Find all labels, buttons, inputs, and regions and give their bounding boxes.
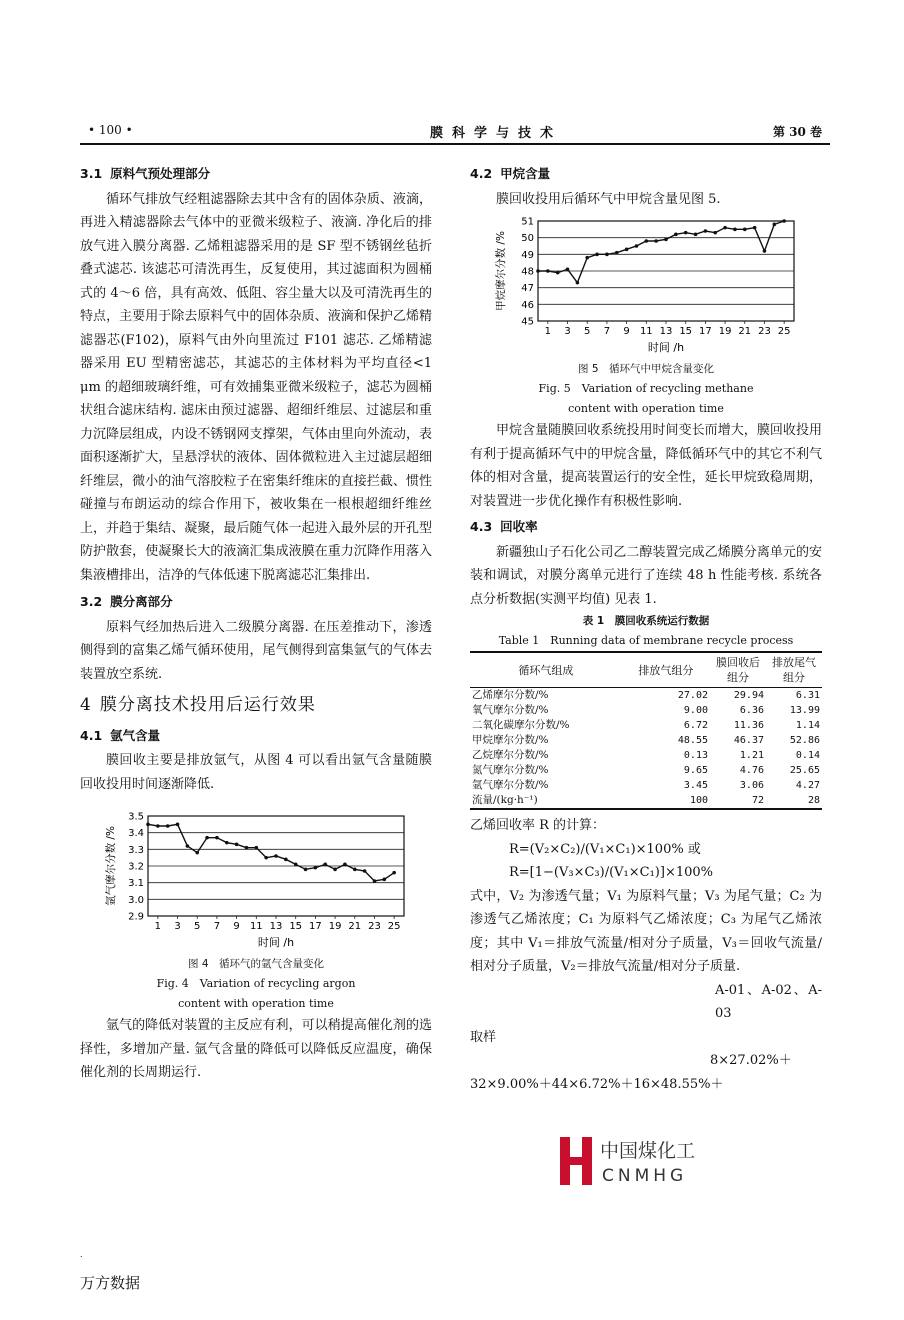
data-point — [713, 231, 717, 235]
page-number: • 100 • — [88, 123, 133, 137]
data-point — [654, 239, 658, 243]
y-tick-label: 3.0 — [128, 894, 144, 906]
table-cell: 46.37 — [733, 735, 764, 746]
table-row-label: 乙烯摩尔分数/% — [472, 689, 549, 701]
data-point — [664, 238, 668, 242]
data-table — [470, 651, 822, 810]
table-cell: 4.27 — [795, 780, 820, 791]
paragraph-fragment: A-01、A-02、A-03 — [715, 982, 822, 1021]
table-row — [470, 688, 822, 704]
paragraph: 乙烯回收率 R 的计算： — [470, 818, 606, 833]
data-point — [225, 841, 229, 845]
data-point — [782, 219, 786, 223]
x-tick-label: 17 — [699, 326, 712, 337]
journal-title: 膜科学与技术 — [430, 126, 563, 141]
y-tick-label: 50 — [521, 233, 534, 245]
x-tick-label: 9 — [623, 326, 630, 337]
x-tick-label: 13 — [269, 921, 283, 932]
data-point — [294, 863, 298, 867]
table-cell: 9.00 — [683, 705, 708, 716]
x-tick-label: 21 — [738, 326, 752, 337]
data-point — [576, 281, 580, 285]
paragraph-fragment: 8×27.02%＋ — [710, 1053, 792, 1068]
data-point — [284, 858, 288, 862]
data-point — [605, 253, 609, 257]
table-row — [470, 703, 822, 718]
paragraph: 氩气的降低对装置的主反应有利，可以稍提高催化剂的选择性，多增加产量. 氩气含量的降低可以降低反应温度，确保催化剂的长周期运行. — [80, 1018, 432, 1080]
x-tick-label: 23 — [758, 326, 771, 337]
x-tick-label: 9 — [233, 921, 240, 932]
paragraph: 膜回收投用后循环气中甲烷含量见图 5. — [496, 191, 721, 207]
y-tick-label: 46 — [521, 299, 534, 311]
figure-5-caption-en-2: content with operation time — [568, 402, 724, 415]
data-point — [343, 863, 347, 867]
y-tick-label: 2.9 — [128, 911, 144, 923]
x-tick-label: 5 — [584, 326, 591, 337]
data-point — [323, 863, 327, 867]
table-row-label: 乙烷摩尔分数/% — [472, 749, 549, 761]
table-cell: 1.21 — [739, 750, 764, 761]
table-1-caption-cn: 表 1 膜回收系统运行数据 — [582, 615, 710, 627]
paragraph: 新疆独山子石化公司乙二醇装置完成乙烯膜分离单元的安装和调试，对膜分离单元进行了连续 48 h 性能考核. 系统各点分析数据(实测平均值) 见表 1. — [470, 544, 822, 607]
data-point — [546, 269, 550, 273]
x-tick-label: 15 — [679, 326, 693, 337]
figure-4-caption-cn: 图 4 循环气的氩气含量变化 — [187, 958, 325, 970]
data-point — [353, 868, 357, 872]
table-cell: 3.45 — [683, 780, 708, 791]
table-row — [470, 793, 822, 809]
data-point — [556, 271, 560, 275]
header-rule — [80, 143, 830, 145]
section-heading-3-2: 3.2 膜分离部分 — [80, 594, 173, 609]
x-tick-label: 25 — [387, 921, 401, 932]
paragraph: 膜回收主要是排放氩气，从图 4 可以看出氩气含量随膜回收投用时间逐渐降低. — [80, 753, 432, 792]
data-point — [694, 233, 698, 237]
x-tick-label: 19 — [718, 326, 732, 337]
svg-text:CNMHG: CNMHG — [602, 1166, 688, 1186]
y-tick-label: 49 — [521, 249, 534, 261]
data-point — [176, 823, 180, 827]
section-heading-3-1: 3.1 原料气预处理部分 — [80, 166, 211, 181]
table-cell: 11.36 — [733, 720, 764, 731]
x-tick-label: 1 — [154, 921, 162, 932]
x-tick-label: 19 — [328, 921, 342, 932]
paragraph-fragment: 32×9.00%＋44×6.72%＋16×48.55%＋ — [470, 1076, 724, 1092]
footer-source: 万方数据 — [80, 1274, 141, 1292]
data-point — [156, 824, 160, 828]
x-tick-label: 21 — [348, 921, 362, 932]
series-line — [538, 221, 784, 283]
argon-chart — [80, 806, 432, 954]
table-row-label: 氧气摩尔分数/% — [472, 704, 549, 716]
y-axis-label: 氩气摩尔分数 /% — [105, 826, 117, 906]
data-point — [195, 851, 199, 855]
methane-chart — [470, 211, 822, 359]
running-header — [80, 120, 830, 142]
data-point — [704, 229, 708, 233]
x-tick-label: 7 — [213, 921, 221, 932]
data-point — [215, 836, 219, 840]
column-header: 排放气组分 — [622, 652, 710, 688]
column-header: 排放尾气组分 — [766, 652, 822, 688]
x-tick-label: 11 — [639, 326, 653, 337]
x-tick-label: 5 — [194, 921, 201, 932]
table-cell: 28 — [766, 793, 822, 809]
y-tick-label: 3.4 — [128, 828, 144, 840]
table-cell: 72 — [710, 793, 766, 809]
section-heading-4-2: 4.2 甲烷含量 — [470, 166, 551, 181]
data-point — [383, 878, 387, 882]
table-cell: 6.31 — [795, 690, 820, 701]
y-tick-label: 51 — [521, 216, 534, 228]
y-tick-label: 45 — [521, 316, 534, 328]
data-point — [274, 854, 278, 858]
data-point — [373, 879, 377, 883]
x-tick-label: 13 — [659, 326, 673, 337]
data-point — [146, 823, 150, 827]
table-cell: 1.14 — [795, 720, 820, 731]
section-heading-4-3: 4.3 回收率 — [470, 519, 538, 534]
y-tick-label: 3.2 — [128, 861, 144, 873]
data-point — [674, 233, 678, 237]
data-point — [566, 268, 570, 272]
x-axis-label: 时间 /h — [647, 341, 685, 354]
table-cell: 27.02 — [677, 690, 708, 701]
data-point — [245, 846, 249, 850]
paragraph: 原料气经加热后进入二级膜分离器. 在压差推动下，渗透侧得到的富集乙烯气循环使用，尾气侧得到富集氩气的气体去装置放空系统. — [80, 619, 432, 682]
table-cell: 6.36 — [739, 705, 764, 716]
data-point — [205, 836, 209, 840]
figure-5-caption-en-1: Fig. 5 Variation of recycling methane — [538, 382, 754, 395]
table-row — [470, 778, 822, 793]
y-tick-label: 47 — [521, 283, 534, 295]
data-point — [615, 251, 619, 255]
x-tick-label: 11 — [249, 921, 263, 932]
table-cell: 9.65 — [683, 765, 708, 776]
data-point — [595, 253, 599, 257]
y-tick-label: 3.3 — [128, 844, 144, 856]
x-tick-label: 15 — [289, 921, 303, 932]
y-axis-label: 甲烷摩尔分数 /% — [495, 231, 507, 311]
table-cell: 48.55 — [677, 735, 708, 746]
volume-label: 第 30 卷 — [772, 125, 822, 139]
data-point — [333, 868, 337, 872]
data-point — [763, 249, 767, 253]
table-cell: 4.76 — [739, 765, 764, 776]
data-point — [536, 269, 540, 273]
table-row-label: 流量/(kg·h⁻¹) — [470, 793, 622, 809]
data-point — [635, 244, 639, 248]
data-point — [363, 869, 367, 873]
left-column — [80, 160, 432, 1085]
formula-2: R=[1−(V₃×C₃)/(V₁×C₁)]×100% — [509, 865, 714, 880]
paragraph: 甲烷含量随膜回收系统投用时间变长而增大，膜回收投用有利于提高循环气中的甲烷含量，降低循环气中的其它不利气体的相对含量，提高装置运行的安全性，延长甲烷致稳周期，对装置进一步优化操作有积极性影响. — [470, 423, 822, 509]
x-tick-label: 3 — [174, 921, 181, 932]
table-header-row — [470, 652, 822, 688]
table-cell: 3.06 — [739, 780, 764, 791]
x-tick-label: 23 — [368, 921, 381, 932]
y-tick-label: 3.1 — [128, 878, 144, 890]
figure-4 — [80, 806, 432, 954]
margin-mark: . — [80, 1250, 83, 1259]
table-cell: 13.99 — [789, 705, 820, 716]
svg-text:中国煤化工: 中国煤化工 — [600, 1140, 696, 1162]
table-row-label: 氮气摩尔分数/% — [472, 764, 549, 776]
paragraph: 式中，V₂ 为渗透气量；V₁ 为原料气量；V₃ 为尾气量；C₂ 为渗透气乙烯浓度；C₁ 为原料气乙烯浓度；C₃ 为尾气乙烯浓度；其中 V₁＝排放气流量/相对分子质量，V₃＝回收气流量/相对分子质量，V₂＝排放气流量/相对分子质量. — [470, 888, 822, 974]
data-point — [743, 228, 747, 232]
figure-4-caption-en-1: Fig. 4 Variation of recycling argon — [156, 977, 356, 990]
table-cell: 29.94 — [733, 690, 764, 701]
x-axis-label: 时间 /h — [257, 936, 295, 949]
table-cell: 100 — [622, 793, 710, 809]
figure-5 — [470, 211, 822, 359]
section-heading-4-1: 4.1 氩气含量 — [80, 727, 161, 743]
data-point — [645, 239, 649, 243]
data-point — [625, 248, 629, 252]
data-point — [684, 231, 688, 235]
table-cell: 6.72 — [683, 720, 708, 731]
right-column — [470, 160, 822, 1096]
data-point — [723, 226, 727, 230]
watermark-logo — [560, 1133, 710, 1189]
data-point — [773, 223, 777, 227]
table-row — [470, 748, 822, 763]
table-row — [470, 718, 822, 733]
data-point — [585, 256, 589, 260]
paragraph-fragment: 取样 — [470, 1029, 497, 1045]
table-row-label: 二氧化碳摩尔分数/% — [472, 719, 570, 731]
table-row — [470, 763, 822, 778]
data-point — [304, 868, 308, 872]
x-tick-label: 3 — [564, 326, 571, 337]
x-tick-label: 7 — [603, 326, 611, 337]
table-cell: 25.65 — [789, 765, 820, 776]
figure-4-caption-en-2: content with operation time — [178, 997, 334, 1010]
x-tick-label: 17 — [309, 921, 322, 932]
column-header: 膜回收后组分 — [710, 652, 766, 688]
x-tick-label: 1 — [544, 326, 552, 337]
figure-5-caption-cn: 图 5 循环气中甲烷含量变化 — [577, 363, 715, 375]
data-point — [264, 856, 268, 860]
data-point — [166, 824, 170, 828]
paragraph: 循环气排放气经粗滤器除去其中含有的固体杂质、液滴，再进入精滤器除去气体中的亚微米级粒子、液滴. 净化后的排放气进入膜分离器. 乙烯粗滤器采用的是 SF 型不锈钢丝毡折叠式滤芯. 该滤芯可清洗再生，反复使用，其过滤面积为圆桶式的 4～6 倍，具有高效、低阻、容尘量大以及可清洗再生的特点，主要用于除去原料气中的固体杂质、液滴和保护乙烯精滤器芯(F102)，原料气由外向里流过 F101 滤芯. 乙烯精滤器采用 EU 型精密滤芯，其滤芯的主体材料为平均直径<1 μm 的超细玻璃纤维，可有效捕集亚微米级粒子，滤芯为圆桶状组合滤床结构. 滤床由预过滤器、超细纤维层、过滤层和重力沉降层组成，内设不锈钢网支撑架，气体由里向外流动，表面积逐渐扩大，呈悬浮状的液体、固体微粒进入主过滤层超细纤维层，微小的油气溶胶粒子在密集纤维床的直接拦截、惯性碰撞与布朗运动的综合作用下，被收集在一根根超细纤维丝上，并趋于集结、凝聚，最后随气体一起进入最外层的开孔型防护散套，使凝聚长大的液滴汇集成液膜在重力沉降作用落入集液槽排出，洁净的气体低速下脱离滤芯汇集排出. — [80, 191, 432, 583]
table-1-caption-en: Table 1 Running data of membrane recycle process — [498, 634, 794, 647]
data-point — [392, 871, 396, 875]
data-point — [186, 844, 190, 848]
data-point — [753, 226, 757, 230]
y-tick-label: 48 — [521, 266, 534, 278]
data-point — [235, 843, 239, 847]
column-header: 循环气组成 — [470, 652, 622, 688]
table-row-label: 甲烷摩尔分数/% — [472, 734, 549, 746]
data-point — [255, 846, 259, 850]
data-point — [733, 228, 737, 232]
data-point — [314, 866, 318, 870]
table-cell: 0.13 — [683, 750, 708, 761]
y-tick-label: 3.5 — [128, 811, 144, 823]
section-heading-4: 4 膜分离技术投用后运行效果 — [80, 695, 316, 715]
x-tick-label: 25 — [777, 326, 791, 337]
table-row-label: 氩气摩尔分数/% — [472, 779, 549, 791]
table-cell: 0.14 — [795, 750, 820, 761]
table-row — [470, 733, 822, 748]
table-cell: 52.86 — [789, 735, 820, 746]
formula-1: R=(V₂×C₂)/(V₁×C₁)×100% 或 — [509, 841, 701, 857]
